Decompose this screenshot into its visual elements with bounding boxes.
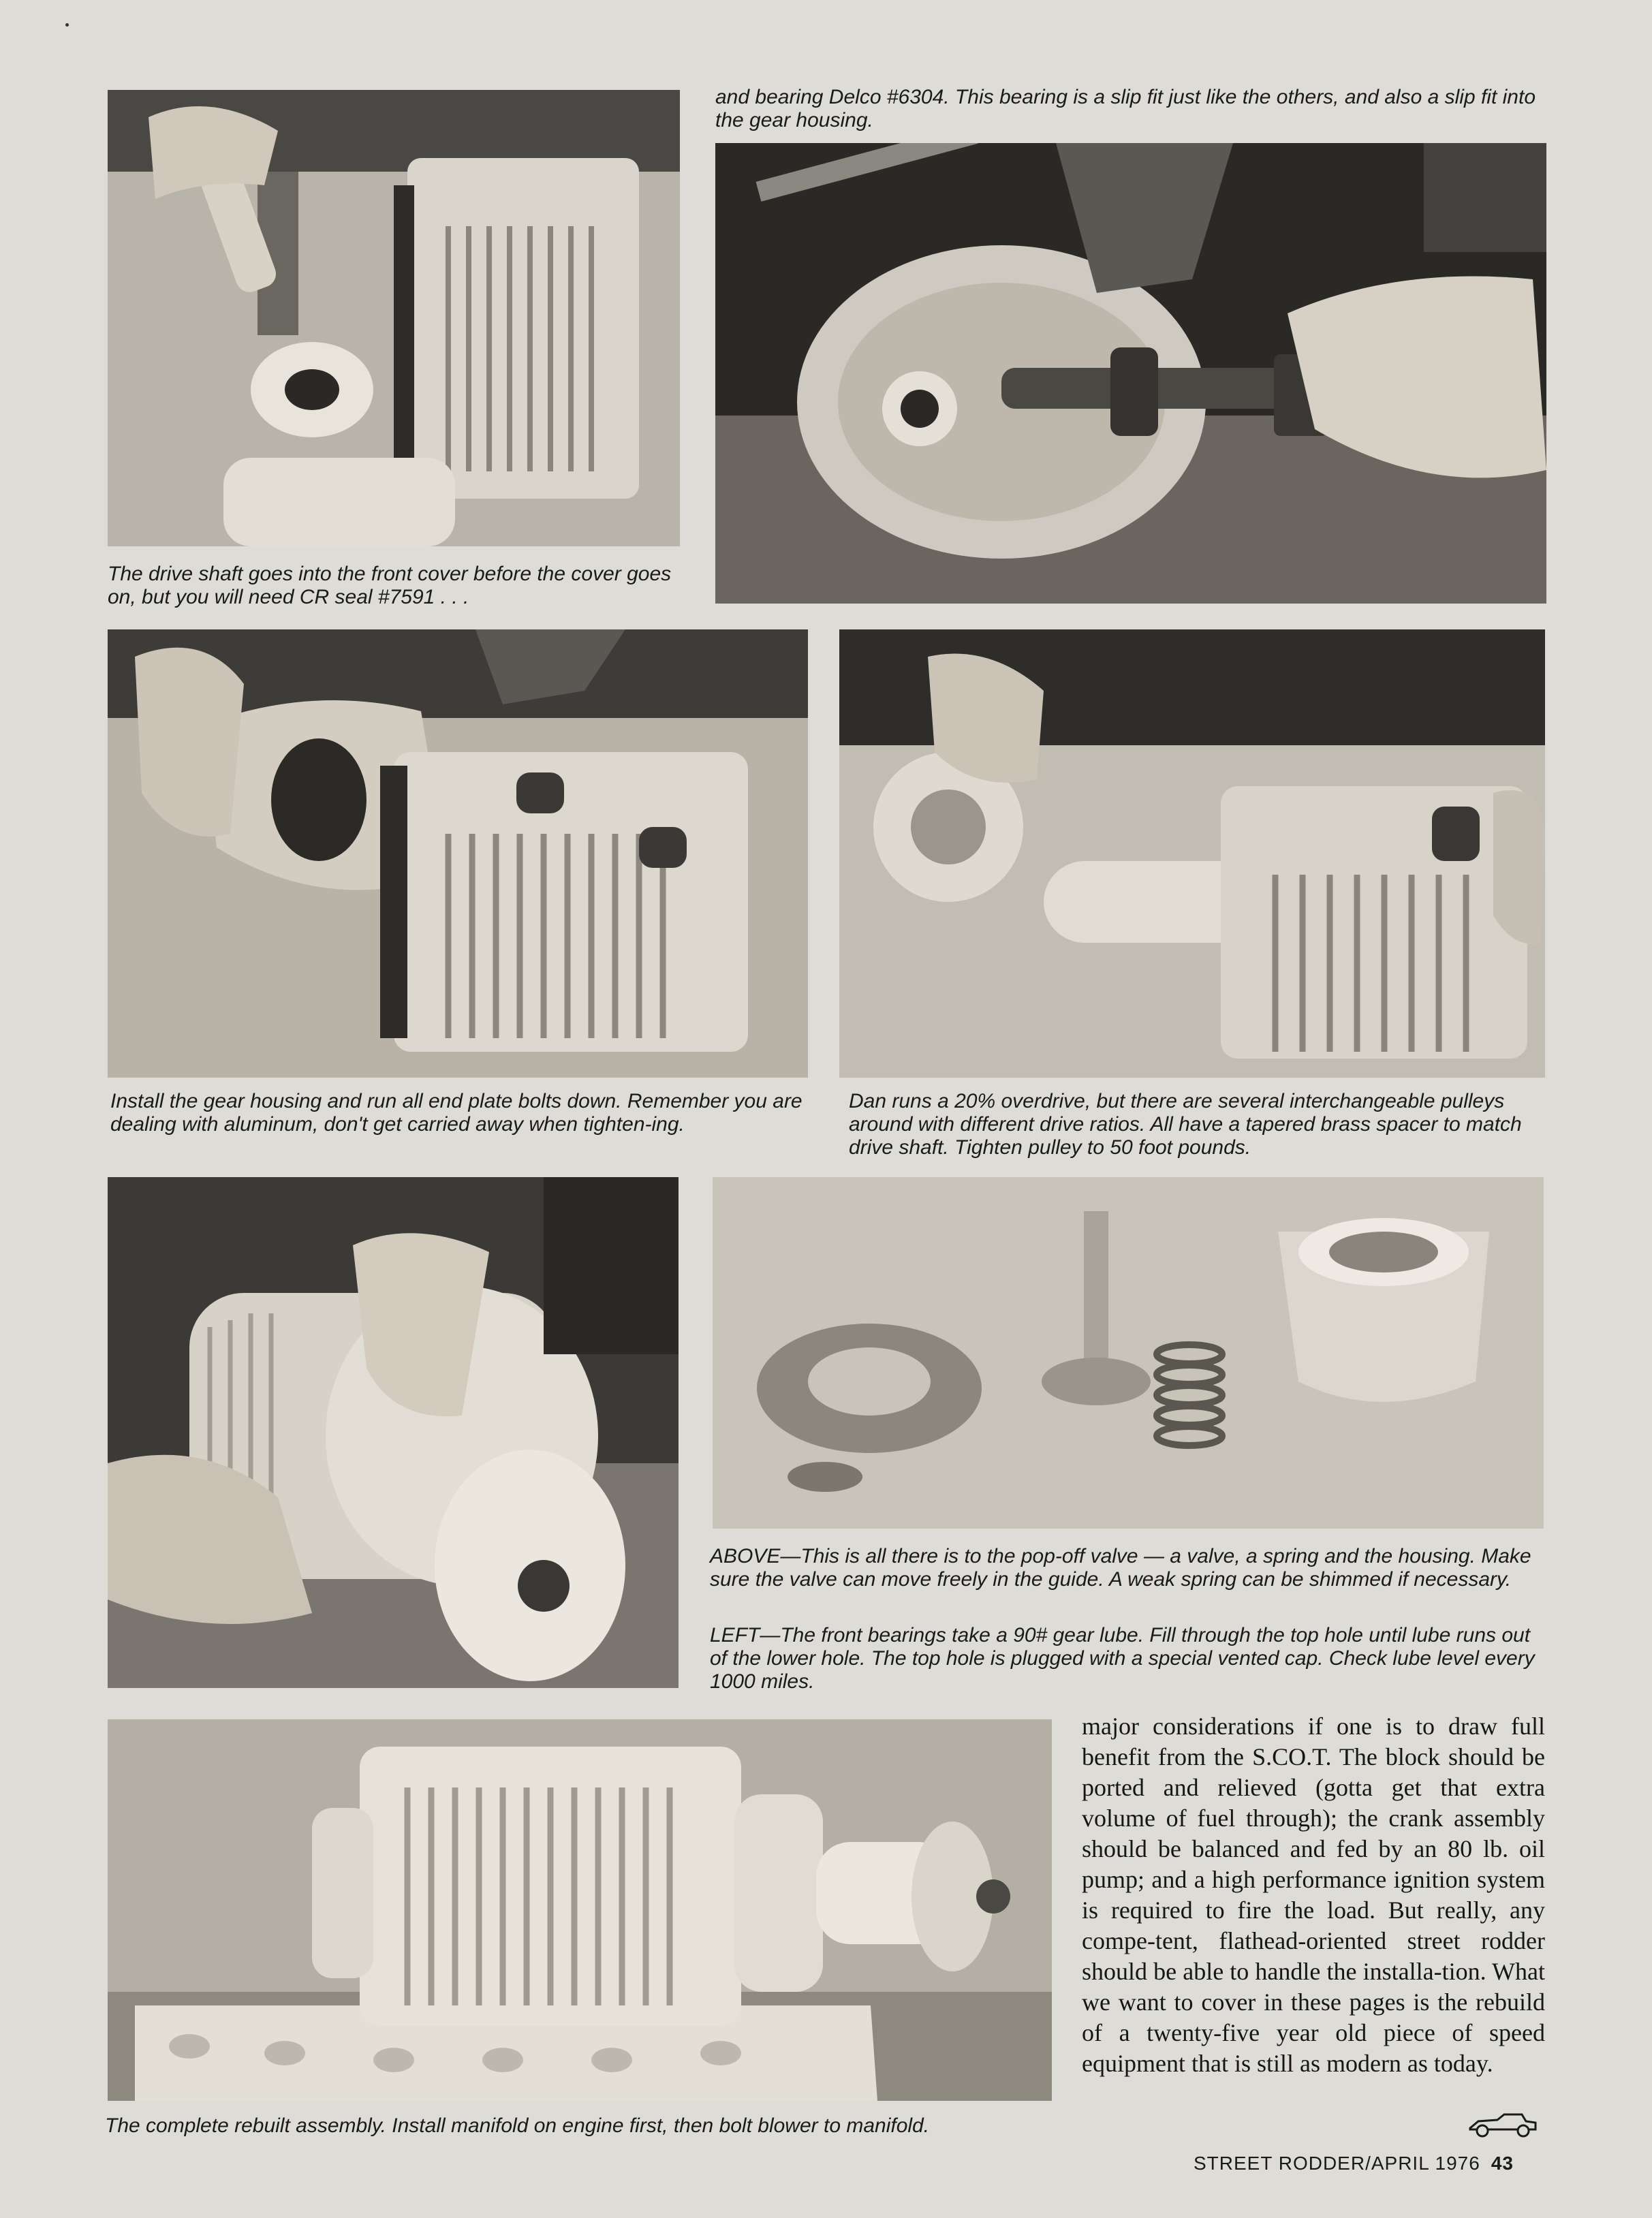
photo-install-gear-housing	[108, 629, 808, 1078]
photo-front-bearings-lube	[108, 1177, 679, 1688]
photo-pop-off-valve-parts	[713, 1177, 1544, 1529]
photo-complete-rebuilt-assembly	[108, 1719, 1052, 2101]
article-body-text: major considerations if one is to draw full benefit from the S.CO.T. The block should be ported and relieved (gotta get that extra volume of fuel through); the crank assembly should be balanced and fed by an 80 lb. oil pump; and a high performance ignition system is required to fire the load. But really, any compe-tent, flathead-oriented street rodder should be able to handle the installa-tion. What we want to cover in these pages is the rebuild of a twenty-five year old piece of speed equipment that is still as modern as today.	[1082, 1713, 1545, 2077]
footer-page-number: 43	[1491, 2153, 1514, 2174]
caption-gear-housing: Install the gear housing and run all end plate bolts down. Remember you are dealing with aluminum, don't get carried away when tighten-ing.	[110, 1090, 802, 1136]
page-footer	[1194, 2153, 1514, 2174]
footer-magazine-date: STREET RODDER/APRIL 1976	[1194, 2153, 1480, 2174]
photo-bearing-gear-housing	[715, 143, 1546, 604]
photo-pulley-overdrive	[839, 629, 1545, 1078]
caption-overdrive: Dan runs a 20% overdrive, but there are several interchangeable pulleys around with different drive ratios. All have a tapered brass spacer to match drive shaft. Tighten pulley to 50 foot pounds.	[849, 1090, 1522, 1159]
caption-bearing: and bearing Delco #6304. This bearing is a slip fit just like the others, and also a slip fit into the gear housing.	[715, 86, 1536, 131]
photo-drive-shaft-front-cover	[108, 90, 680, 546]
caption-complete-assembly: The complete rebuilt assembly. Install manifold on engine first, then bolt blower to manifold.	[105, 2114, 930, 2137]
caption-drive-shaft: The drive shaft goes into the front cover before the cover goes on, but you will need CR seal #7591 . . .	[108, 563, 672, 608]
hot-rod-car-icon	[1465, 2112, 1540, 2138]
caption-above-pop-off-valve: ABOVE—This is all there is to the pop-off valve — a valve, a spring and the housing. Make sure the valve can move freely in the guide. A weak spring can be shimmed if necessary.	[710, 1545, 1531, 1591]
print-speck	[65, 23, 69, 27]
caption-left-front-bearings: LEFT—The front bearings take a 90# gear lube. Fill through the top hole until lube runs out of the lower hole. The top hole is plugged with a special vented cap. Check lube level every 1000 miles.	[710, 1624, 1535, 1693]
